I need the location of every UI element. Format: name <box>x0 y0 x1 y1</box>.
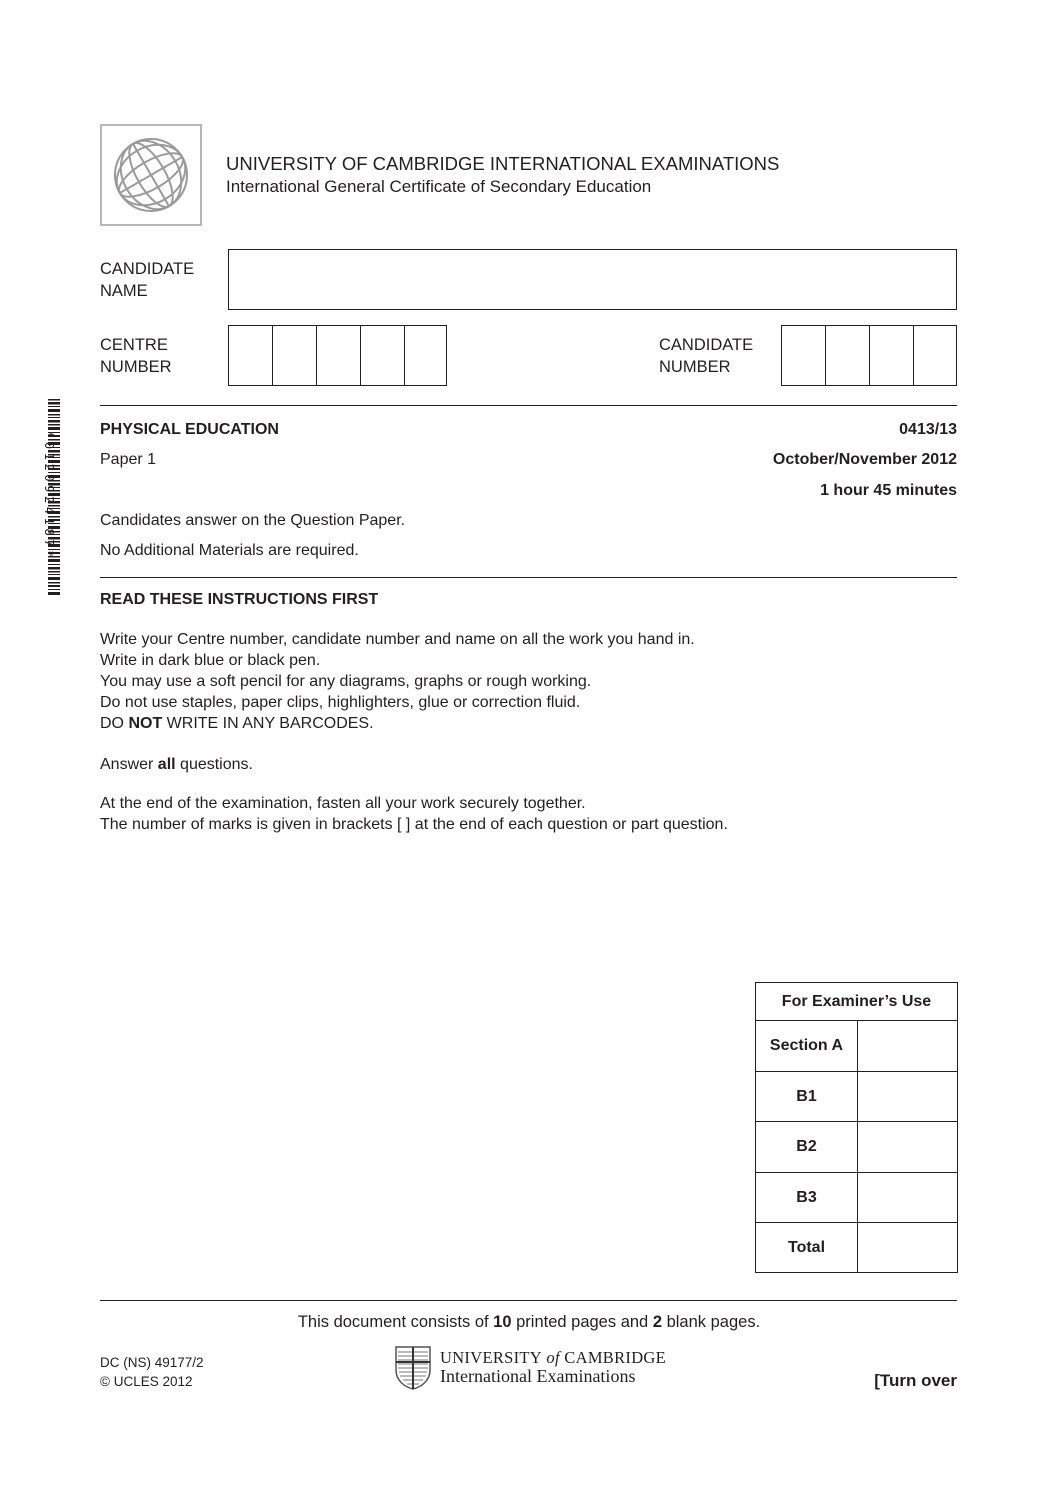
examiner-row-label: B1 <box>756 1072 858 1122</box>
instructions-heading: READ THESE INSTRUCTIONS FIRST <box>100 591 379 608</box>
answer-all-instruction: Answer all questions. <box>100 756 253 773</box>
divider <box>100 577 957 578</box>
subject-title: PHYSICAL EDUCATION <box>100 421 279 438</box>
centre-digit-box[interactable] <box>273 326 317 385</box>
cambridge-wordmark-line2: International Examinations <box>440 1366 636 1386</box>
divider <box>100 405 957 406</box>
instructions-block <box>100 629 695 734</box>
candidate-digit-box[interactable] <box>826 326 870 385</box>
cambridge-wordmark-line1: UNIVERSITY of CAMBRIDGE <box>440 1348 667 1367</box>
centre-digit-box[interactable] <box>405 326 446 385</box>
instruction-line: You may use a soft pencil for any diagrams, graphs or rough working. <box>100 673 592 690</box>
examiner-row-label: Total <box>756 1223 858 1273</box>
exam-duration: 1 hour 45 minutes <box>820 482 957 499</box>
paper-number: Paper 1 <box>100 451 157 468</box>
candidate-number-label: CANDIDATE NUMBER <box>659 336 754 376</box>
centre-number-field[interactable] <box>228 325 447 386</box>
instruction-line: Do not use staples, paper clips, highlighters, glue or correction fluid. <box>100 694 581 711</box>
examiner-mark-cell[interactable] <box>858 1021 958 1072</box>
examiner-row-label: B3 <box>756 1173 858 1223</box>
candidate-name-field[interactable] <box>228 249 957 310</box>
centre-digit-box[interactable] <box>317 326 361 385</box>
examiner-use-table <box>755 982 958 1273</box>
paper-code: 0413/13 <box>899 421 957 438</box>
document-reference: DC (NS) 49177/2 © UCLES 2012 <box>100 1355 204 1389</box>
cie-globe-logo <box>100 124 202 226</box>
centre-digit-box[interactable] <box>229 326 273 385</box>
exam-board-title: UNIVERSITY OF CAMBRIDGE INTERNATIONAL EXAMINATIONS <box>226 153 780 174</box>
centre-digit-box[interactable] <box>361 326 405 385</box>
page-count-note: This document consists of 10 printed pages and 2 blank pages. <box>297 1313 761 1331</box>
materials-note: No Additional Materials are required. <box>100 542 359 559</box>
divider <box>100 1300 957 1301</box>
candidate-digit-box[interactable] <box>870 326 914 385</box>
instruction-line: DO NOT WRITE IN ANY BARCODES. <box>100 715 374 732</box>
barcode <box>38 397 60 597</box>
candidate-name-label: CANDIDATE NAME <box>100 260 195 300</box>
examiner-mark-cell[interactable] <box>858 1173 958 1223</box>
examiner-use-heading: For Examiner’s Use <box>756 983 958 1021</box>
qualification-title: International General Certificate of Secondary Education <box>226 177 652 196</box>
instruction-line: At the end of the examination, fasten all your work securely together. <box>100 795 586 812</box>
globe-icon <box>110 134 192 216</box>
instruction-line: Write your Centre number, candidate number and name on all the work you hand in. <box>100 631 695 648</box>
end-instructions <box>100 793 728 835</box>
exam-session: October/November 2012 <box>772 451 957 468</box>
answer-on-note: Candidates answer on the Question Paper. <box>100 512 406 529</box>
examiner-mark-cell[interactable] <box>858 1072 958 1122</box>
instruction-line: Write in dark blue or black pen. <box>100 652 321 669</box>
turn-over-label: [Turn over <box>874 1371 957 1390</box>
centre-number-label: CENTRE NUMBER <box>100 336 172 376</box>
candidate-number-field[interactable] <box>781 325 957 386</box>
examiner-row-label: B2 <box>756 1122 858 1173</box>
candidate-digit-box[interactable] <box>914 326 956 385</box>
examiner-mark-cell[interactable] <box>858 1122 958 1173</box>
cambridge-crest-icon <box>395 1346 431 1390</box>
examiner-mark-cell[interactable] <box>858 1223 958 1273</box>
instruction-line: The number of marks is given in brackets [ ] at the end of each question or part question. <box>100 816 728 833</box>
candidate-digit-box[interactable] <box>782 326 826 385</box>
examiner-row-label: Section A <box>756 1021 858 1072</box>
barcode-number: *0120924187* <box>42 431 56 561</box>
